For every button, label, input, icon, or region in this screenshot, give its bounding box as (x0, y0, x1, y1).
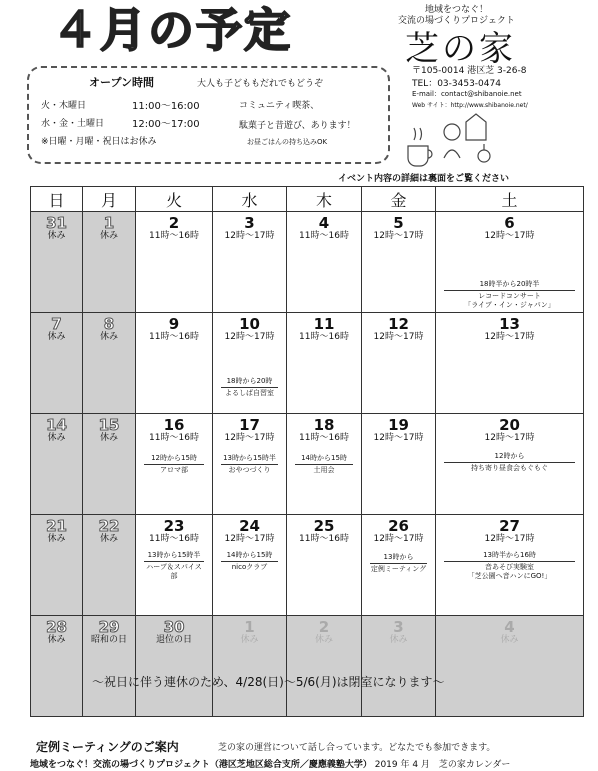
event-time: 18時半から20時半 (479, 280, 540, 288)
day-status: 休み (47, 332, 66, 342)
calendar-day (287, 515, 362, 616)
calendar-week (31, 414, 584, 515)
event-time: 14時から15時 (301, 454, 347, 462)
row2-time: 12:00～17:00 (132, 119, 200, 130)
day-hours: 12時～17時 (224, 231, 275, 241)
day-hours: 11時～16時 (149, 332, 199, 342)
day-number: 6 (504, 214, 515, 232)
day-status: 休み (240, 635, 259, 645)
day-hours: 11時～16時 (149, 433, 199, 443)
weekday-label: 月 (83, 187, 136, 212)
day-number: 17 (239, 416, 260, 434)
footer-calendar: 2019 年 4 月 芝の家カレンダー (374, 760, 511, 770)
day-status: 休み (47, 231, 66, 241)
event-time: 18時から20時 (226, 377, 273, 385)
calendar-week (31, 313, 584, 414)
day-hours: 12時～17時 (484, 231, 535, 241)
hours-slogan: 大人も子どももだれでもどうぞ (197, 79, 324, 89)
person-icon (444, 124, 460, 140)
day-hours: 12時～17時 (484, 332, 535, 342)
day-number: 11 (313, 315, 335, 333)
day-number: 15 (98, 416, 120, 434)
event-time: 13時から15時半 (223, 454, 276, 462)
event (438, 551, 581, 581)
calendar-day (436, 616, 584, 717)
day-status: 休み (99, 332, 118, 342)
calendar-day (213, 212, 287, 313)
event-subtitle: 「ライブ・イン・ジャパン」 (464, 301, 555, 309)
day-number: 28 (46, 618, 67, 636)
calendar-day (136, 212, 213, 313)
day-status: 昭和の日 (90, 635, 127, 645)
event (138, 454, 210, 475)
website: Web サイト：http://www.shibanoie.net/ (412, 102, 528, 109)
day-hours: 11時～16時 (149, 231, 199, 241)
hours-desc-1: コミュニティ喫茶、 (239, 101, 320, 111)
calendar-day (83, 313, 136, 414)
weekday-label: 日 (31, 187, 83, 212)
day-number: 20 (499, 416, 520, 434)
meeting-heading: 定例ミーティングのご案内 (36, 740, 179, 754)
calendar-day (287, 313, 362, 414)
event-name: ハーブ＆スパイス部 (144, 561, 204, 581)
day-number: 2 (168, 214, 180, 232)
calendar-day (213, 515, 287, 616)
weekday-label: 金 (362, 187, 436, 212)
day-status: 休み (99, 231, 118, 241)
day-number: 26 (388, 517, 409, 535)
day-number: 4 (504, 618, 515, 636)
day-number: 30 (163, 618, 185, 636)
top-toy-icon (478, 150, 490, 162)
day-hours: 12時～17時 (224, 433, 275, 443)
day-number: 16 (163, 416, 185, 434)
hours-heading: オープン時間 (89, 76, 155, 89)
day-status: 休み (47, 534, 66, 544)
calendar-day (436, 414, 584, 515)
day-number: 2 (318, 618, 330, 636)
calendar (30, 186, 584, 717)
teacup-icon (408, 146, 428, 166)
footer-org: （港区芝地区総合支所／慶應義塾大学） (209, 760, 372, 770)
event-name: 持ち寄り昼食会もぐもぐ (444, 462, 575, 473)
event (438, 452, 581, 473)
day-number: 1 (103, 214, 115, 232)
event-name: よるしば自習室 (221, 387, 278, 398)
day-hours: 11時～16時 (299, 433, 349, 443)
event-name: nicoクラブ (221, 561, 278, 572)
event-time: 12時から15時 (151, 454, 197, 462)
event (364, 553, 433, 574)
row1-time: 11:00～16:00 (132, 101, 200, 112)
closed-days: ※日曜・月曜・祝日はお休み (41, 137, 157, 147)
event (215, 454, 284, 475)
house-illustration (404, 108, 498, 168)
brand-name: 芝の家 (405, 29, 516, 69)
calendar-day (31, 212, 83, 313)
calendar-day (83, 515, 136, 616)
calendar-day (83, 414, 136, 515)
day-hours: 11時～16時 (299, 332, 349, 342)
calendar-day (213, 313, 287, 414)
day-number: 12 (388, 315, 409, 333)
event (438, 280, 581, 310)
calendar-day (287, 616, 362, 717)
day-hours: 11時～16時 (299, 534, 349, 544)
weekday-label: 火 (136, 187, 213, 212)
calendar-day (436, 212, 584, 313)
calendar-day (436, 313, 584, 414)
day-hours: 12時～17時 (373, 332, 424, 342)
closing-notice: ～祝日に伴う連休のため、4/28(日)～5/6(月)は閉室になります～ (92, 675, 445, 689)
day-hours: 11時～16時 (149, 534, 199, 544)
event-time: 14時から15時 (226, 551, 273, 559)
day-number: 22 (98, 517, 120, 535)
event (138, 551, 210, 581)
calendar-day (31, 414, 83, 515)
day-status: 休み (314, 635, 333, 645)
calendar-day (136, 414, 213, 515)
day-hours: 12時～17時 (224, 534, 275, 544)
day-hours: 12時～17時 (373, 231, 424, 241)
row1-days: 火・木曜日 (41, 101, 87, 111)
day-number: 19 (388, 416, 409, 434)
day-number: 24 (239, 517, 260, 535)
calendar-day (83, 212, 136, 313)
brand-tagline: 地域をつなぐ！ (425, 5, 489, 15)
day-number: 8 (103, 315, 115, 333)
meeting-text: 芝の家の運営について話し合っています。どなたでも参加できます。 (218, 743, 496, 753)
day-number: 21 (46, 517, 67, 535)
hours-desc-3: お昼ごはんの持ち込みOK (247, 138, 328, 146)
hours-desc-2: 駄菓子と昔遊び、あります！ (239, 121, 356, 131)
email: E-mail：contact@shibanoie.net (412, 90, 522, 98)
calendar-day (136, 313, 213, 414)
calendar-day (362, 616, 436, 717)
weekday-label: 水 (213, 187, 287, 212)
day-number: 7 (51, 315, 62, 333)
calendar-day (362, 515, 436, 616)
event-name: 音あそび実験室 (444, 561, 575, 572)
day-number: 4 (318, 214, 330, 232)
day-number: 10 (239, 315, 260, 333)
footer-project: 地域をつなぐ！交流の場づくりプロジェクト (30, 760, 210, 770)
day-number: 13 (499, 315, 520, 333)
calendar-day (213, 616, 287, 717)
telephone: TEL：03-3453-0474 (412, 79, 501, 89)
footer (30, 757, 510, 770)
weekday-label: 土 (436, 187, 584, 212)
event-details-notice: イベント内容の詳細は裏面をご覧ください (338, 174, 510, 184)
event-name: アロマ部 (144, 464, 204, 475)
calendar-day (136, 616, 213, 717)
day-number: 9 (168, 315, 180, 333)
day-hours: 12時～17時 (373, 433, 424, 443)
event (289, 454, 359, 475)
house-icon (466, 114, 486, 140)
event-name: 定例ミーティング (370, 565, 427, 573)
event-time: 13時から (383, 553, 414, 561)
day-hours: 11時～16時 (299, 231, 349, 241)
event-name: 土用会 (295, 464, 353, 475)
weekday-label: 木 (287, 187, 362, 212)
calendar-week (31, 212, 584, 313)
day-status: 退位の日 (155, 635, 192, 645)
opening-hours-box (27, 66, 390, 164)
calendar-day (83, 616, 136, 717)
day-number: 5 (393, 214, 404, 232)
event-subtitle: 「芝公園へ音ハンにGO!」 (467, 572, 552, 580)
calendar-day (31, 313, 83, 414)
day-status: 休み (99, 534, 118, 544)
calendar-day (287, 212, 362, 313)
weekday-header (31, 187, 584, 212)
event-time: 13時から15時半 (147, 551, 201, 559)
calendar-day (436, 515, 584, 616)
event (215, 377, 284, 398)
event (215, 551, 284, 572)
day-status: 休み (389, 635, 408, 645)
day-number: 31 (46, 214, 67, 232)
day-number: 3 (393, 618, 404, 636)
page-title: ４月の予定 (52, 3, 292, 57)
calendar-day (362, 212, 436, 313)
day-hours: 12時～17時 (484, 433, 535, 443)
calendar-week (31, 515, 584, 616)
day-status: 休み (99, 433, 118, 443)
event-name: おやつづくり (221, 464, 278, 475)
day-number: 18 (313, 416, 335, 434)
calendar-day (213, 414, 287, 515)
day-status: 休み (500, 635, 519, 645)
day-hours: 12時～17時 (224, 332, 275, 342)
day-number: 27 (499, 517, 520, 535)
event-time: 12時から (494, 452, 525, 460)
calendar-day (136, 515, 213, 616)
event-time: 13時半から16時 (483, 551, 536, 559)
day-number: 1 (244, 618, 255, 636)
day-number: 14 (46, 416, 67, 434)
day-status: 休み (47, 635, 66, 645)
day-status: 休み (47, 433, 66, 443)
day-number: 23 (163, 517, 185, 535)
row2-days: 水・金・土曜日 (41, 119, 105, 129)
day-number: 25 (313, 517, 335, 535)
day-number: 29 (98, 618, 120, 636)
brand-subtitle: 交流の場づくりプロジェクト (398, 16, 515, 26)
calendar-day (287, 414, 362, 515)
calendar-day (362, 414, 436, 515)
day-hours: 12時～17時 (484, 534, 535, 544)
event-name: レコードコンサート (444, 290, 575, 301)
calendar-day (31, 616, 83, 717)
day-number: 3 (244, 214, 255, 232)
calendar-week (31, 616, 584, 717)
calendar-day (31, 515, 83, 616)
calendar-day (362, 313, 436, 414)
day-hours: 12時～17時 (373, 534, 424, 544)
address: 〒105-0014 港区芝 3-26-8 (412, 66, 527, 76)
